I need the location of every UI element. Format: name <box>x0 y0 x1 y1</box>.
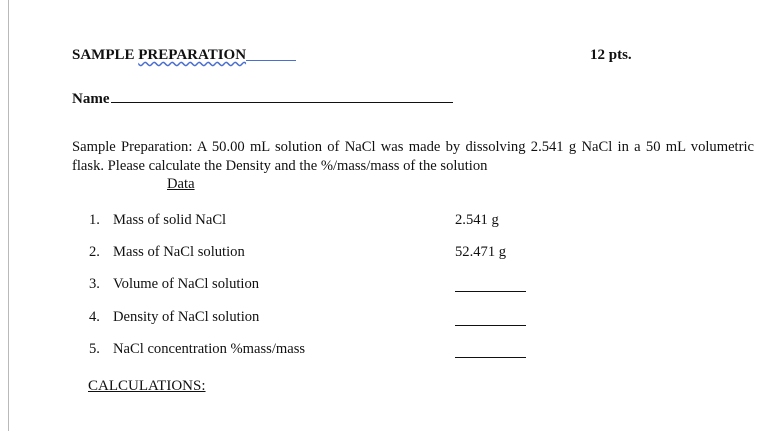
instructions-paragraph: Sample Preparation: A 50.00 mL solution of NaCl was made by dissolving 2.541 g NaCl in a 50 mL volumetric flask. Please calculate the Density and the %/mass/mass of the solution <box>72 139 754 174</box>
item-label: Volume of NaCl solution <box>113 276 260 292</box>
item-number: 5. <box>89 341 100 357</box>
item-number: 1. <box>89 212 100 228</box>
name-blank-line[interactable] <box>111 88 453 103</box>
section-heading <box>72 47 296 64</box>
data-item-1 <box>89 212 226 229</box>
heading-part-preparation: PREPARATION <box>138 47 247 63</box>
data-item-5-blank[interactable] <box>455 356 526 358</box>
item-label: Density of NaCl solution <box>113 309 260 325</box>
page-edge-line <box>8 0 9 431</box>
data-item-4-blank[interactable] <box>455 324 526 326</box>
data-item-3 <box>89 276 259 293</box>
data-item-5 <box>89 341 305 358</box>
data-item-4 <box>89 309 259 326</box>
data-item-2-value: 52.471 g <box>455 244 507 260</box>
name-label: Name <box>72 91 110 107</box>
item-label: NaCl concentration %mass/mass <box>113 341 306 357</box>
points-label: 12 pts. <box>590 47 632 63</box>
name-field <box>72 88 453 108</box>
item-label: Mass of solid NaCl <box>113 212 227 228</box>
item-number: 2. <box>89 244 100 260</box>
data-item-3-blank[interactable] <box>455 290 526 292</box>
data-title: Data <box>167 176 195 192</box>
heading-part-sample: SAMPLE <box>72 47 139 63</box>
data-item-1-value: 2.541 g <box>455 212 499 228</box>
heading-underline-tail <box>246 59 296 61</box>
item-number: 3. <box>89 276 100 292</box>
item-number: 4. <box>89 309 100 325</box>
data-item-2 <box>89 244 245 261</box>
calculations-heading: CALCULATIONS: <box>88 378 206 394</box>
item-label: Mass of NaCl solution <box>113 244 245 260</box>
